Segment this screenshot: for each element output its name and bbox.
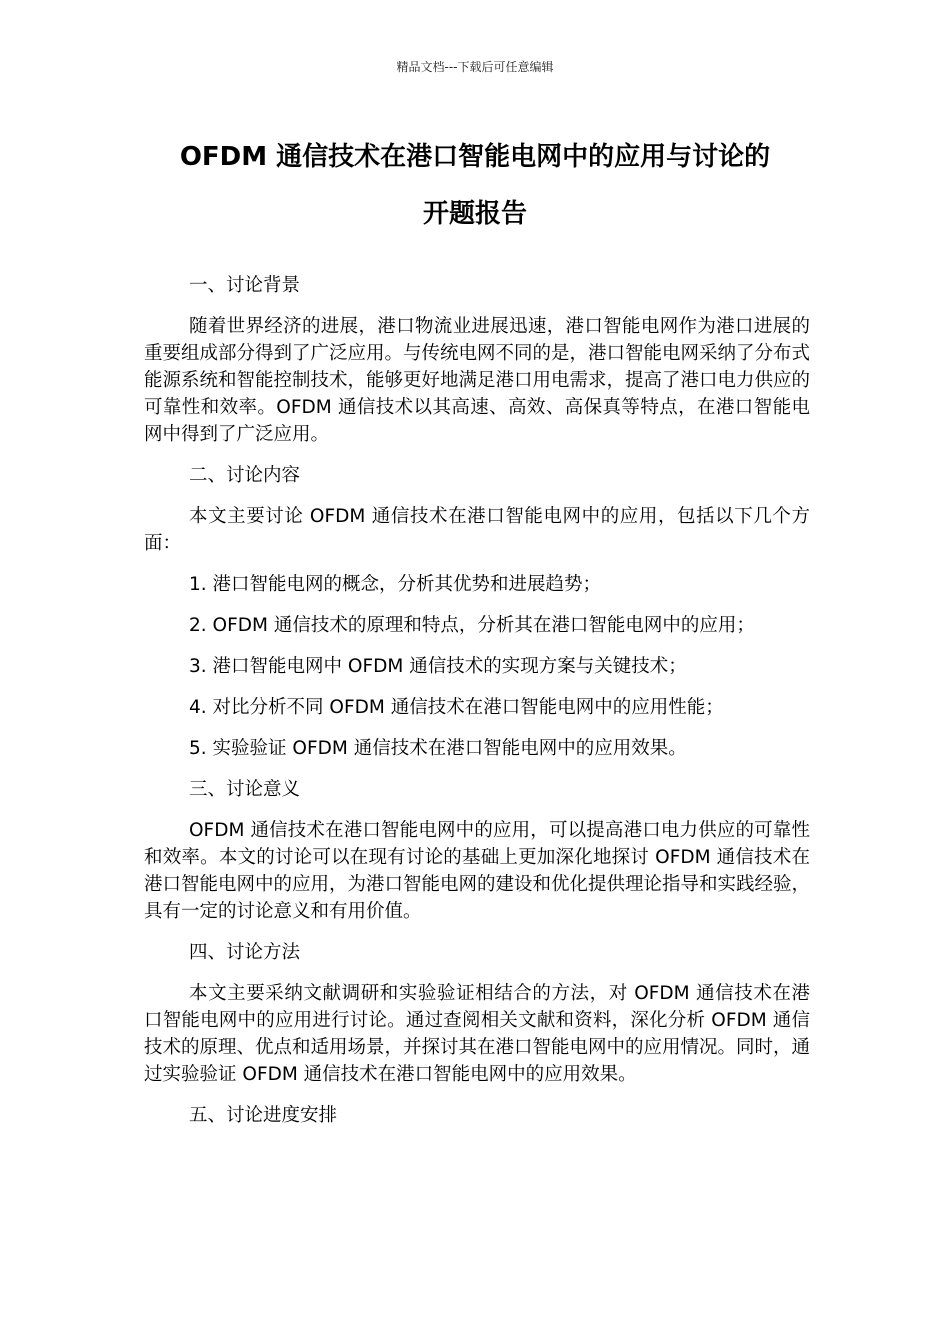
section-heading-background: 一、讨论背景 bbox=[189, 275, 301, 296]
section-heading-method: 四、讨论方法 bbox=[189, 942, 301, 963]
paragraph-background: 随着世界经济的进展，港口物流业进展迅速，港口智能电网作为港口进展的重要组成部分得到了广泛应用。与传统电网不同的是，港口智能电网采纳了分布式能源系统和智能控制技术，能够更好地满足港口用电需求，提高了港口电力供应的可靠性和效率。OFDM 通信技术以其高速、高效、高保真等特点，在港口智能电网中得到了广泛应用。 bbox=[144, 316, 811, 445]
page-header: 精品文档---下载后可任意编辑 bbox=[396, 60, 554, 74]
section-heading-significance: 三、讨论意义 bbox=[189, 779, 301, 800]
document-title-line-2: 开题报告 bbox=[422, 199, 527, 229]
list-item: 5. 实验验证 OFDM 通信技术在港口智能电网中的应用效果。 bbox=[189, 738, 687, 759]
document-body bbox=[144, 272, 810, 1143]
paragraph-method: 本文主要采纳文献调研和实验验证相结合的方法，对 OFDM 通信技术在港口智能电网中的应用进行讨论。通过查阅相关文献和资料，深化分析 OFDM 通信技术的原理、优点和适用场景，并探讨其在港口智能电网中的应用情况。同时，通过实验验证 OFDM 通信技术在港口智能电网中的应用效果。 bbox=[144, 983, 811, 1085]
paragraph-content: 本文主要讨论 OFDM 通信技术在港口智能电网中的应用，包括以下几个方面： bbox=[144, 506, 810, 554]
list-item: 3. 港口智能电网中 OFDM 通信技术的实现方案与关键技术； bbox=[189, 656, 687, 677]
paragraph-significance: OFDM 通信技术在港口智能电网中的应用，可以提高港口电力供应的可靠性和效率。本文的讨论可以在现有讨论的基础上更加深化地探讨 OFDM 通信技术在港口智能电网中的应用，为港口智能电网的建设和优化提供理论指导和实践经验，具有一定的讨论意义和有用价值。 bbox=[144, 820, 811, 922]
list-item: 2. OFDM 通信技术的原理和特点，分析其在港口智能电网中的应用； bbox=[189, 615, 755, 636]
section-heading-schedule: 五、讨论进度安排 bbox=[189, 1105, 338, 1126]
section-heading-content: 二、讨论内容 bbox=[189, 465, 301, 486]
list-item: 4. 对比分析不同 OFDM 通信技术在港口智能电网中的应用性能； bbox=[189, 697, 724, 718]
document-title-line-1: OFDM 通信技术在港口智能电网中的应用与讨论的 bbox=[179, 142, 771, 172]
list-item: 1. 港口智能电网的概念，分析其优势和进展趋势； bbox=[189, 574, 602, 595]
